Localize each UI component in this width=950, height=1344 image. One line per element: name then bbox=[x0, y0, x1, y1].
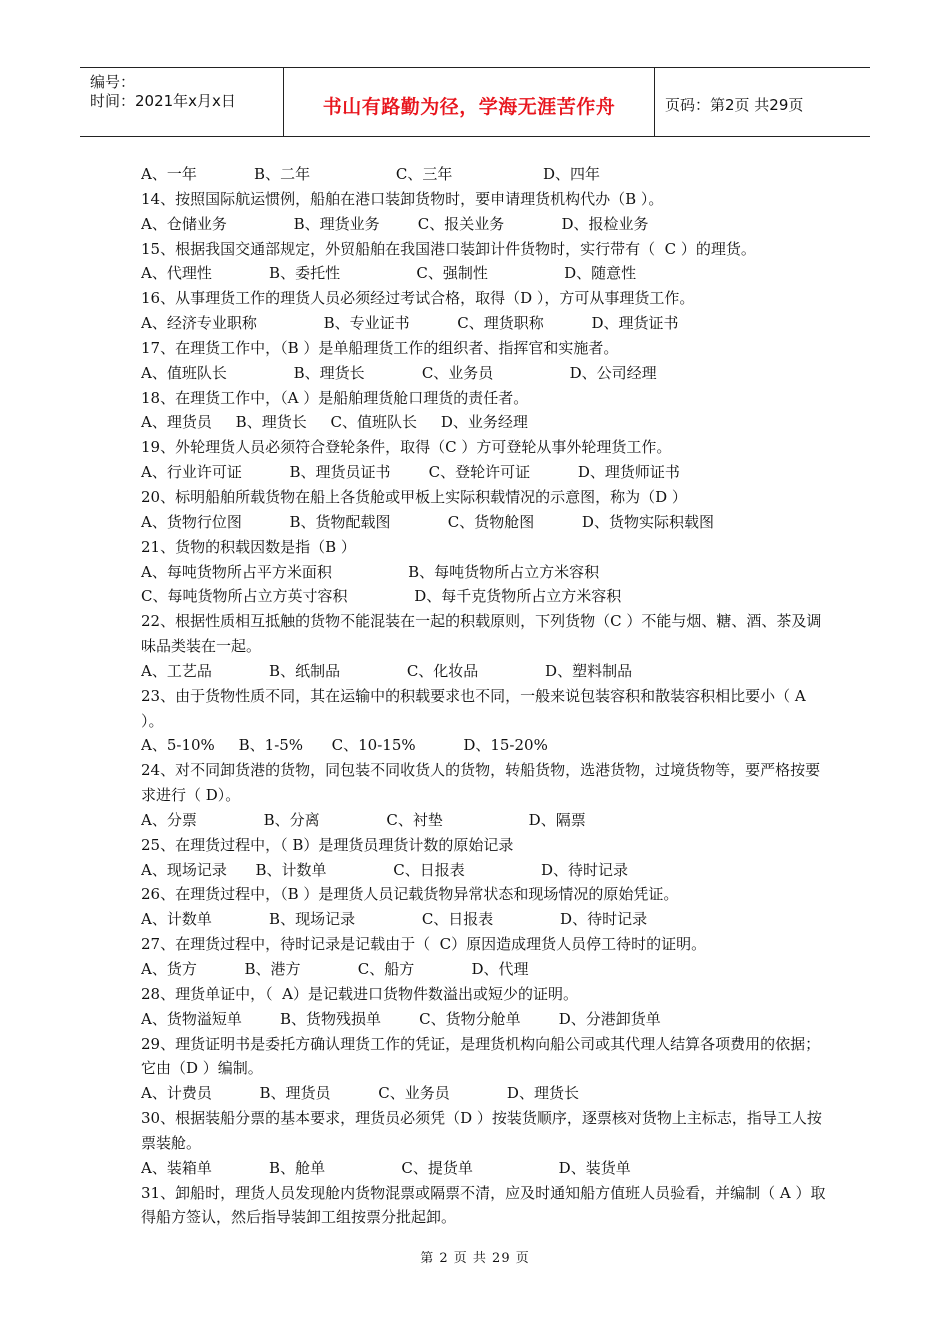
question-text: 16、从事理货工作的理货人员必须经过考试合格，取得（D ），方可从事理货工作。 bbox=[141, 289, 695, 308]
question-text: 18、在理货工作中，（A ）是船舶理货舱口理货的责任者。 bbox=[141, 388, 529, 407]
answer-options: A、现场记录 B、计数单 C、日报表 D、待时记录 bbox=[141, 860, 629, 879]
question-text: 23、由于货物性质不同，其在运输中的积载要求也不同，一般来说包装容积和散装容积相比要小（ A ）。 bbox=[141, 686, 806, 730]
question-text: 20、标明船舶所载货物在船上各货舱或甲板上实际积载情况的示意图，称为（D ） bbox=[141, 487, 687, 506]
answer-options: A、一年 B、二年 C、三年 D、四年 bbox=[141, 165, 600, 183]
question-text: 17、在理货工作中，（B ）是单船理货工作的组织者、指挥官和实施者。 bbox=[141, 338, 619, 357]
document-date-label: 时间：2021年x月x日 bbox=[90, 92, 236, 110]
answer-options: A、代理性 B、委托性 C、强制性 D、随意性 bbox=[141, 264, 637, 283]
answer-options: A、货物溢短单 B、货物残损单 C、货物分舱单 D、分港卸货单 bbox=[141, 1009, 661, 1028]
question-text: 19、外轮理货人员必须符合登轮条件，取得（C ）方可登轮从事外轮理货工作。 bbox=[141, 438, 672, 457]
answer-options: A、计数单 B、现场记录 C、日报表 D、待时记录 bbox=[141, 910, 648, 929]
page-footer: 第 2 页 共 29 页 bbox=[420, 1251, 530, 1266]
question-text: 25、在理货过程中，（ B）是理货员理货计数的原始记录 bbox=[141, 835, 514, 854]
answer-options: A、货物行位图 B、货物配载图 C、货物舱图 D、货物实际积载图 bbox=[141, 512, 714, 531]
question-text: 26、在理货过程中，（B ）是理货人员记载货物异常状态和现场情况的原始凭证。 bbox=[141, 885, 679, 904]
answer-options: A、分票 B、分离 C、衬垫 D、隔票 bbox=[141, 810, 586, 829]
answer-options: A、仓储业务 B、理货业务 C、报关业务 D、报检业务 bbox=[141, 214, 649, 233]
header-motto-cell bbox=[284, 68, 655, 136]
question-list bbox=[141, 162, 831, 1230]
header-page-number: 页码：第2页 共29页 bbox=[665, 96, 804, 114]
answer-options: A、工艺品 B、纸制品 C、化妆品 D、塑料制品 bbox=[141, 661, 633, 680]
question-text: 28、理货单证中，（ A）是记载进口货物件数溢出或短少的证明。 bbox=[141, 984, 578, 1003]
question-text: 29、理货证明书是委托方确认理货工作的凭证，是理货机构向船公司或其代理人结算各项费用的依据；它由（D ）编制。 bbox=[141, 1034, 821, 1078]
header-info-cell bbox=[80, 68, 284, 136]
document-number-label: 编号： bbox=[90, 73, 136, 91]
question-text: 31、卸船时，理货人员发现舱内货物混票或隔票不清，应及时通知船方值班人员验看，并编制（ A ）取得船方签认，然后指导装卸工组按票分批起卸。 bbox=[141, 1183, 826, 1227]
answer-options: C、每吨货物所占立方英寸容积 D、每千克货物所占立方米容积 bbox=[141, 587, 622, 606]
question-text: 21、货物的积载因数是指（B ） bbox=[141, 537, 356, 556]
page-header bbox=[80, 67, 870, 137]
answer-options: A、货方 B、港方 C、船方 D、代理 bbox=[141, 960, 529, 978]
answer-options: A、行业许可证 B、理货员证书 C、登轮许可证 D、理货师证书 bbox=[141, 463, 680, 482]
question-text: 14、按照国际航运惯例，船舶在港口装卸货物时，要申请理货机构代办（B ）。 bbox=[141, 189, 664, 208]
answer-options: A、装箱单 B、舱单 C、提货单 D、装货单 bbox=[141, 1158, 631, 1177]
answer-options: A、每吨货物所占平方米面积 B、每吨货物所占立方米容积 bbox=[141, 562, 600, 581]
answer-options: A、值班队长 B、理货长 C、业务员 D、公司经理 bbox=[141, 363, 657, 382]
header-page-cell bbox=[655, 68, 870, 136]
header-motto: 书山有路勤为径，学海无涯苦作舟 bbox=[322, 96, 616, 118]
answer-options: A、理货员 B、理货长 C、值班队长 D、业务经理 bbox=[141, 413, 528, 432]
question-text: 24、对不同卸货港的货物，同包装不同收货人的货物，转船货物，选港货物，过境货物等，要严格按要求进行（ D）。 bbox=[141, 761, 821, 805]
answer-options: A、5-10% B、1-5% C、10-15% D、15-20% bbox=[141, 736, 548, 755]
question-text: 30、根据装船分票的基本要求，理货员必须凭（D ）按装货顺序，逐票核对货物上主标志，指导工人按票装舱。 bbox=[141, 1109, 822, 1152]
question-text: 22、根据性质相互抵触的货物不能混装在一起的积载原则，下列货物（C ）不能与烟、糖、酒、茶及调味品类装在一起。 bbox=[141, 612, 822, 656]
answer-options: A、计费员 B、理货员 C、业务员 D、理货长 bbox=[141, 1084, 579, 1103]
answer-options: A、经济专业职称 B、专业证书 C、理货职称 D、理货证书 bbox=[141, 314, 679, 333]
question-text: 27、在理货过程中，待时记录是记载由于（ C）原因造成理货人员停工待时的证明。 bbox=[141, 935, 707, 954]
question-text: 15、根据我国交通部规定，外贸船舶在我国港口装卸计件货物时，实行带有（ C ）的理货。 bbox=[141, 239, 756, 258]
